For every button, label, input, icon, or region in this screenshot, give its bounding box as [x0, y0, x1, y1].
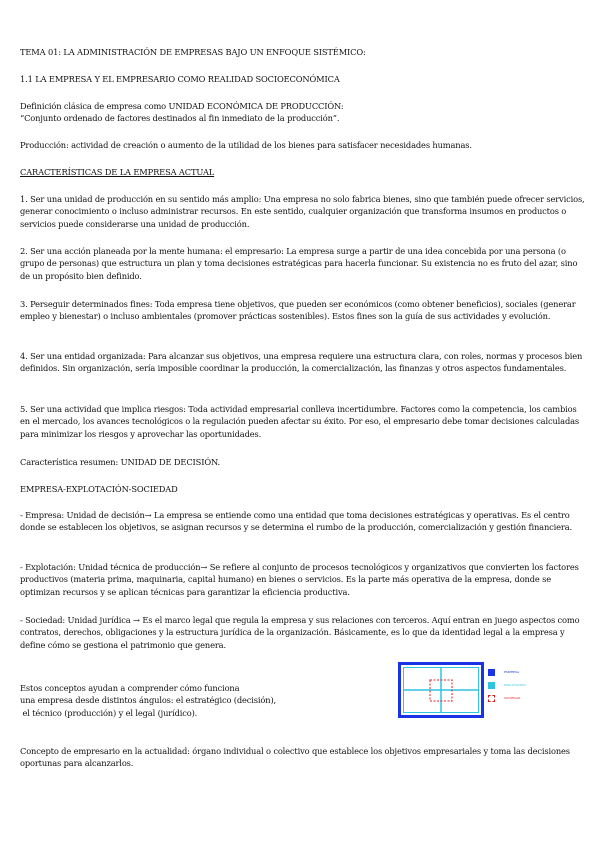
legend-swatch-icon — [488, 682, 495, 689]
characteristics-heading: CARACTERÍSTICAS DE LA EMPRESA ACTUAL — [20, 167, 215, 177]
legend-label: SOCIEDAD — [504, 696, 520, 700]
doc-title: TEMA 01: LA ADMINISTRACIÓN DE EMPRESAS BAJO UN ENFOQUE SISTÉMICO: — [20, 47, 366, 57]
characteristic-item: 5. Ser una actividad que implica riesgos: Toda actividad empresarial conlleva incertidumbre. Factores como la competencia, los cambios en el mercado, los avances tecnológicos o la regulación pueden afectar su éxito. Por eso, el empresario debe tomar decisiones calculadas para minimizar los riesgos y aprovechar las oportunidades. — [20, 404, 580, 439]
eso-heading: EMPRESA-EXPLOTACIÓN-SOCIEDAD — [20, 484, 178, 494]
characteristic-item: 4. Ser una entidad organizada: Para alcanzar sus objetivos, una empresa requiere una estructura clara, con roles, normas y procesos bien definidos. Sin organización, sería imposible coordinar la producción, la comercialización, las finanzas y otros aspectos fundamentales. — [20, 351, 583, 374]
legend-swatch-icon — [488, 695, 495, 702]
legend-item-sociedad — [488, 694, 548, 707]
section-heading: 1.1 LA EMPRESA Y EL EMPRESARIO COMO REALIDAD SOCIOECONÓMICA — [20, 74, 340, 84]
eso-item-empresa: - Empresa: Unidad de decisión→ La empresa se entiende como una entidad que toma decisiones estratégicas y operativas. Es el centro donde se establecen los objetivos, se asignan recursos y se determina el rumbo de la producción, comercialización y gestión financiera. — [20, 510, 573, 533]
eso-item-explotacion: - Explotación: Unidad técnica de producción→ Se refiere al conjunto de procesos tecnológicos y organizativos que convierten los factores productivos (materia prima, maquinaria, capital humano) en bienes o servicios. Es la parte más operativa de la empresa, donde se optimizan recursos y se aplican técnicas para garantizar la eficiencia productiva. — [20, 562, 579, 597]
legend-label: EXPLOTACIÓN — [504, 683, 526, 687]
eso-item-sociedad: - Sociedad: Unidad jurídica → Es el marco legal que regula la empresa y sus relaciones con terceros. Aquí entran en juego aspectos como contratos, derechos, obligaciones y la estructura jurídica de la organización. Básicamente, es lo que da identidad legal a la empresa y define cómo se gestiona el patrimonio que genera. — [20, 615, 580, 650]
characteristic-item: 2. Ser una acción planeada por la mente humana: el empresario: La empresa surge a partir de una idea concebida por una persona (o grupo de personas) que estructura un plan y toma decisiones estratégicas para hacerla funcionar. Su existencia no es fruto del azar, sino de un propósito bien definido. — [20, 246, 578, 281]
concepts-paragraph — [20, 682, 380, 719]
definition-paragraph — [20, 100, 585, 125]
legend-item-empresa — [488, 668, 548, 681]
empresa-explotacion-sociedad-diagram — [398, 662, 484, 718]
concepts-line: una empresa desde distintos ángulos: el estratégico (decisión), — [20, 695, 277, 706]
legend-label: EMPRESA — [504, 670, 519, 674]
summary-line: Característica resumen: UNIDAD DE DECISIÓN. — [20, 457, 221, 467]
entrepreneur-paragraph: Concepto de empresario en la actualidad: órgano individual o colectivo que establece los objetivos empresariales y toma las decisiones oportunas para alcanzarlos. — [20, 746, 570, 769]
definition-line-1: Definición clásica de empresa como UNIDAD ECONÓMICA DE PRODUCCIÓN: — [20, 101, 344, 111]
legend-item-explotacion — [488, 681, 548, 694]
production-paragraph: Producción: actividad de creación o aumento de la utilidad de los bienes para satisfacer necesidades humanas. — [20, 140, 472, 150]
legend-swatch-icon — [488, 669, 495, 676]
concepts-line: el técnico (producción) y el legal (jurídico). — [20, 707, 198, 718]
characteristic-item: 1. Ser una unidad de producción en su sentido más amplio: Una empresa no solo fabrica bienes, sino que también puede ofrecer servicios, generar conocimiento o incluso administrar recursos. En este sentido, cualquier organización que transforma insumos en productos o servicios puede considerarse una unidad de producción. — [20, 194, 585, 229]
concepts-line: Estos conceptos ayudan a comprender cómo funciona — [20, 683, 240, 693]
characteristic-item: 3. Perseguir determinados fines: Toda empresa tiene objetivos, que pueden ser económicos (como obtener beneficios), sociales (generar empleo y bienestar) o incluso ambientales (promover prácticas sostenibles). Estos fines son la guía de sus actividades y evolución. — [20, 299, 576, 322]
diagram-legend — [488, 668, 548, 707]
definition-line-2: “Conjunto ordenado de factores destinados al fin inmediato de la producción”. — [20, 113, 340, 124]
